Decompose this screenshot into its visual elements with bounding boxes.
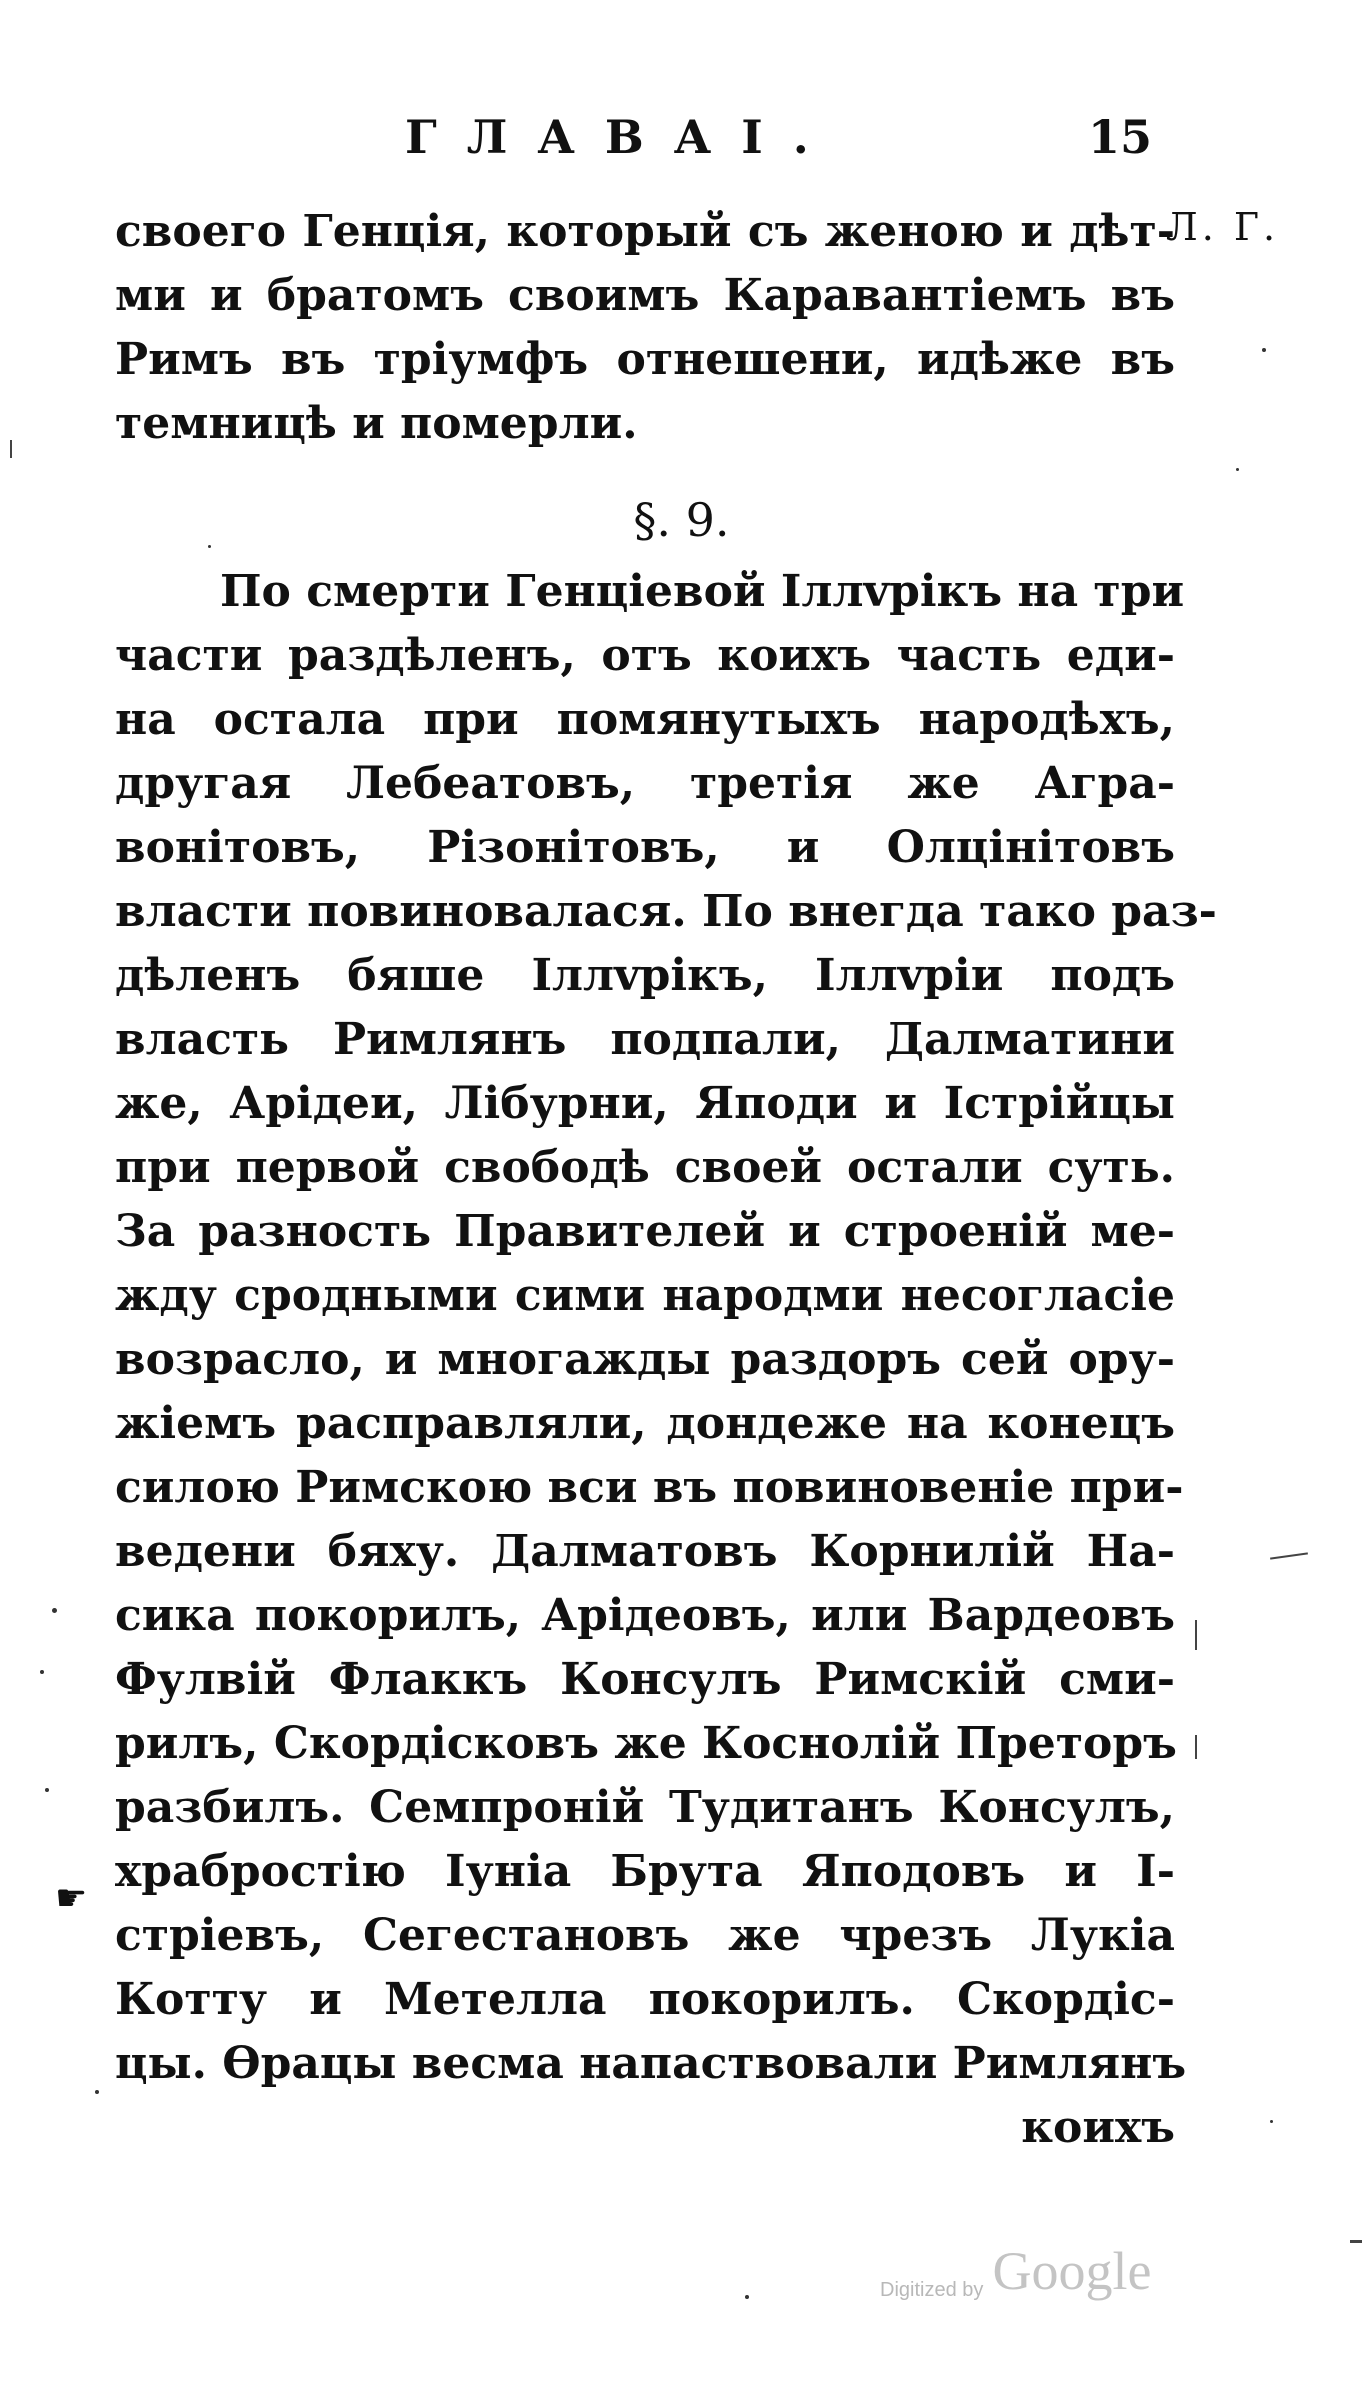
text-line: ведени бяху. Далматовъ Корнилій На- bbox=[115, 1526, 1175, 1577]
scan-speck bbox=[1236, 468, 1239, 471]
text-line: За разность Правителей и строеній ме- bbox=[115, 1206, 1175, 1257]
text-line: рилъ, Скордісковъ же Коснолій Преторъ bbox=[115, 1718, 1177, 1769]
scan-mark bbox=[1195, 1735, 1197, 1759]
watermark-prefix: Digitized by bbox=[880, 2279, 984, 2301]
section-heading: §. 9. bbox=[633, 493, 730, 547]
scan-speck bbox=[45, 1788, 49, 1792]
text-line: части раздѣленъ, отъ коихъ часть еди- bbox=[115, 630, 1175, 681]
scan-speck bbox=[745, 2295, 749, 2299]
text-line: же, Арідеи, Лібурни, Яподи и Істрійцы bbox=[115, 1078, 1175, 1129]
text-line: цы. Ѳрацы весма напаствовали Римлянъ bbox=[115, 2038, 1187, 2089]
paragraph-continuation bbox=[115, 200, 1175, 456]
text-line: Фулвій Флаккъ Консулъ Римскій сми- bbox=[115, 1654, 1175, 1705]
catchword: коихъ bbox=[1021, 2102, 1175, 2153]
scan-mark bbox=[1270, 1552, 1308, 1559]
scan-speck bbox=[208, 545, 211, 548]
scan-speck bbox=[95, 2090, 99, 2094]
page-header bbox=[0, 100, 1363, 170]
text-line: разбилъ. Семпроній Тудитанъ Консулъ, bbox=[115, 1782, 1175, 1833]
text-line: возрасло, и многажды раздоръ сей ору- bbox=[115, 1334, 1175, 1385]
text-line: при первой свободѣ своей остали суть. bbox=[115, 1142, 1175, 1193]
scan-mark bbox=[10, 440, 12, 458]
pointing-hand-icon: ☛ bbox=[55, 1878, 92, 1919]
text-line: Римъ въ тріумфъ отнешени, идѣже въ bbox=[115, 334, 1175, 385]
text-line: вонітовъ, Різонітовъ, и Олцінітовъ bbox=[115, 822, 1175, 873]
paragraph-section-9 bbox=[115, 560, 1217, 2160]
text-line: на остала при помянутыхъ народѣхъ, bbox=[115, 694, 1175, 745]
text-line: сика покорилъ, Арідеовъ, или Вардеовъ bbox=[115, 1590, 1175, 1641]
scan-speck bbox=[52, 1608, 57, 1613]
page-number: 15 bbox=[1088, 110, 1153, 164]
google-logo: Google bbox=[992, 2241, 1152, 2301]
text-line: Котту и Метелла покорилъ. Скордіс- bbox=[115, 1974, 1175, 2025]
scan-mark bbox=[1350, 2240, 1362, 2243]
google-watermark bbox=[880, 2240, 1151, 2300]
text-line: темницѣ и померли. bbox=[115, 398, 638, 449]
text-line: жду сродными сими народми несогласіе bbox=[115, 1270, 1175, 1321]
text-line: ми и братомъ своимъ Каравантіемъ въ bbox=[115, 270, 1175, 321]
scan-speck bbox=[1262, 348, 1266, 352]
text-line: власть Римлянъ подпали, Далматини bbox=[115, 1014, 1175, 1065]
margin-note-year: Л. Г. bbox=[1166, 205, 1280, 249]
text-line: По смерти Генціевой Іллvрікъ на три bbox=[220, 566, 1185, 617]
text-line: жіемъ расправляли, дондеже на конецъ bbox=[115, 1398, 1175, 1449]
text-line: своего Генція, который съ женою и дѣт- bbox=[115, 206, 1175, 257]
scan-mark bbox=[1195, 1620, 1197, 1650]
scan-speck bbox=[40, 1670, 44, 1674]
text-line: дѣленъ бяше Іллvрікъ, Іллvріи подъ bbox=[115, 950, 1175, 1001]
text-line: другая Лебеатовъ, третія же Агра- bbox=[115, 758, 1175, 809]
running-head: ГЛАВАI. bbox=[405, 110, 839, 164]
text-line: власти повиновалася. По внегда тако раз- bbox=[115, 886, 1217, 937]
scan-speck bbox=[1270, 2120, 1273, 2123]
text-line: храбростію Іуніа Брута Яподовъ и І- bbox=[115, 1846, 1175, 1897]
text-line: силою Римскою вси въ повиновеніе при- bbox=[115, 1462, 1184, 1513]
text-line: стріевъ, Сегестановъ же чрезъ Лукіа bbox=[115, 1910, 1175, 1961]
